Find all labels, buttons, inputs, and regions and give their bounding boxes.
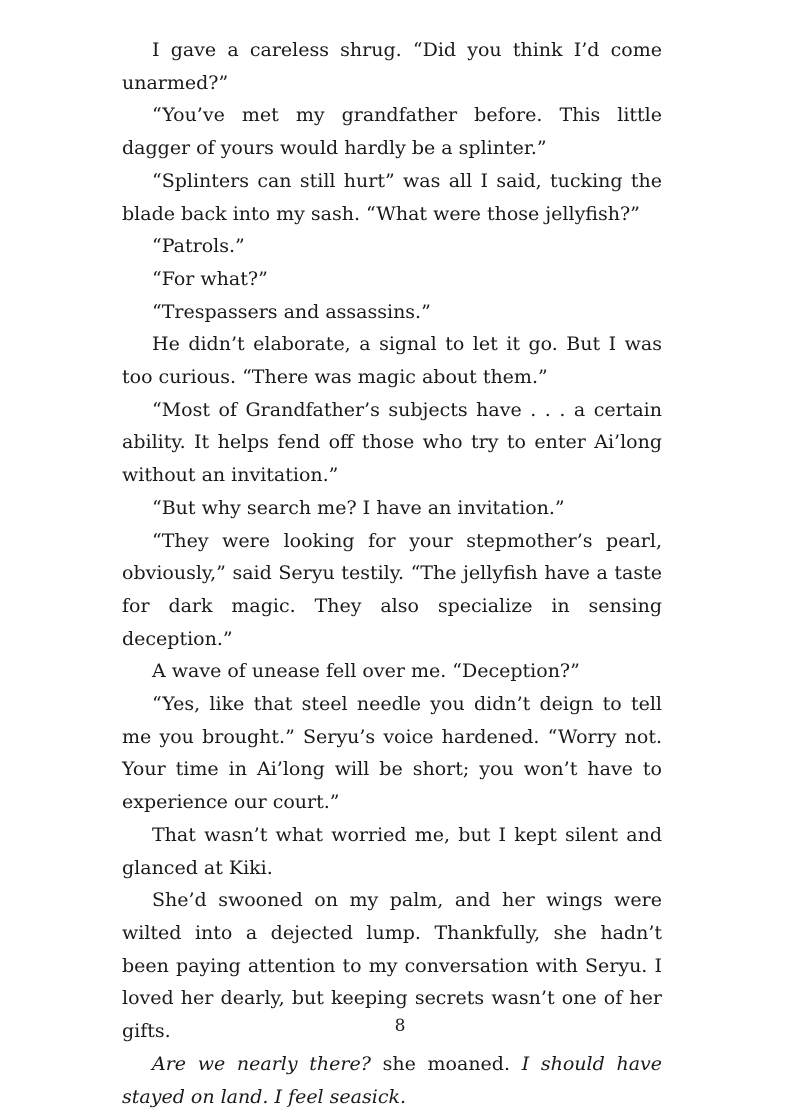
dialogue-tag: she moaned. — [370, 1052, 522, 1075]
last-paragraph — [122, 1048, 662, 1113]
paragraph: “For what?” — [152, 267, 268, 290]
paragraph: “Yes, like that steel needle you didn’t deign to tell me you brought.” Seryu’s voice hardened. “Worry not. Your time in Ai’long will be short; you won’t have to experience our court.” — [122, 693, 662, 814]
page-body — [122, 34, 662, 1113]
paragraph: “Most of Grandfather’s subjects have . . . a certain ability. It helps fend off those who try to enter Ai’long without an invitation.” — [122, 398, 662, 487]
italic-thought-2: I should have stayed on land. I feel seasick. — [122, 1052, 662, 1108]
paragraph: “Trespassers and assassins.” — [152, 300, 431, 323]
paragraph: A wave of unease fell over me. “Deception?” — [152, 660, 580, 683]
paragraph: “Splinters can still hurt” was all I said, tucking the blade back into my sash. “What were those jellyfish?” — [122, 169, 662, 225]
page-number: 8 — [394, 1016, 406, 1036]
paragraph: That wasn’t what worried me, but I kept silent and glanced at Kiki. — [122, 823, 662, 879]
paragraph: “But why search me? I have an invitation.” — [152, 496, 565, 519]
paragraph: “They were looking for your stepmother’s pearl, obviously,” said Seryu testily. “The jellyfish have a taste for dark magic. They also specialize in sensing deception.” — [122, 529, 662, 650]
paragraph: “You’ve met my grandfather before. This little dagger of yours would hardly be a splinter.” — [122, 104, 662, 160]
paragraph: He didn’t elaborate, a signal to let it go. But I was too curious. “There was magic about them.” — [122, 333, 662, 389]
paragraph: “Patrols.” — [152, 235, 245, 258]
paragraph: I gave a careless shrug. “Did you think I’d come unarmed?” — [122, 39, 662, 94]
paragraph: She’d swooned on my palm, and her wings were wilted into a dejected lump. Thankfully, she hadn’t been paying attention to my conversation with Seryu. I loved her dearly, but keeping secrets wasn’t one of her gifts. — [122, 889, 662, 1043]
italic-thought-1: Are we nearly there? — [152, 1052, 371, 1075]
